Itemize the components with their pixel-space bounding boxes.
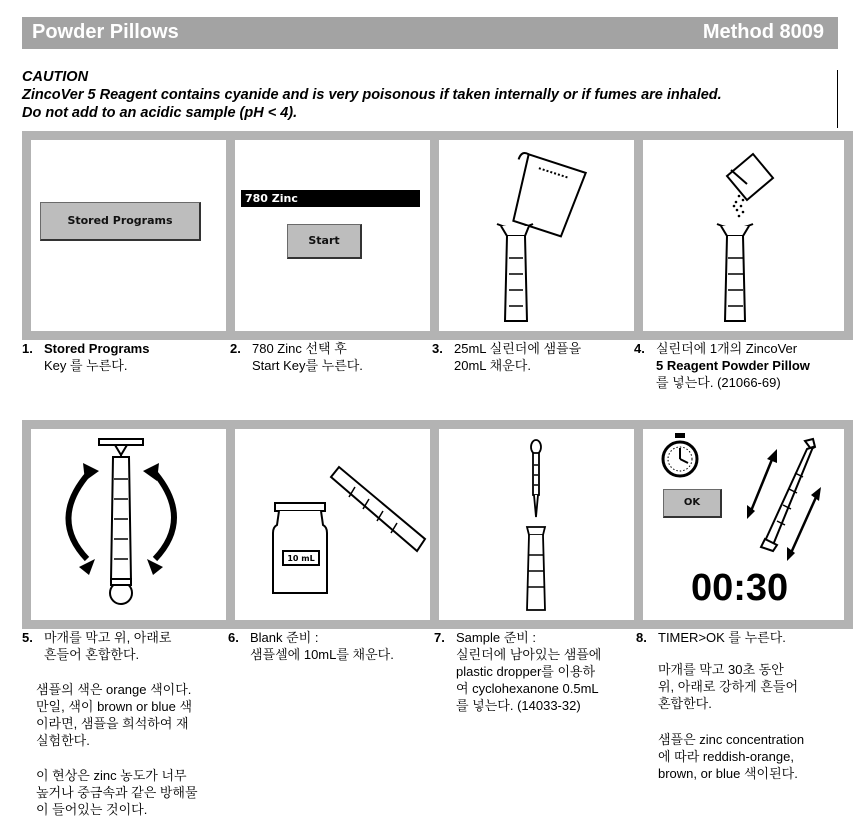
timer-display: 00:30	[691, 567, 789, 609]
cylinder-fill-illustration	[439, 140, 640, 331]
caution-line-2: Do not add to an acidic sample (pH < 4).	[22, 105, 298, 121]
step-4-number: 4.	[634, 341, 645, 356]
powder-pillow-illustration	[643, 140, 844, 331]
stopwatch-icon	[663, 433, 697, 476]
blank-sample-cell-illustration	[235, 429, 436, 620]
step-5-note-1-line-1: 샘플의 색은 orange 색이다.	[36, 682, 192, 697]
step-3	[432, 340, 632, 380]
caution-block	[22, 68, 842, 122]
panel-6	[226, 420, 445, 629]
step-8-note-2-line-3: brown, or blue 색이된다.	[658, 766, 798, 781]
panel-5	[22, 420, 241, 629]
step-3-line-2: 20mL 채운다.	[454, 358, 531, 373]
step-5	[22, 629, 228, 819]
step-2	[230, 340, 430, 380]
step-1-number: 1.	[22, 341, 33, 356]
step-4-line-1: 실린더에 1개의 ZincoVer	[656, 341, 798, 356]
step-8-number: 8.	[636, 630, 647, 645]
step-5-note-1-line-3: 이라면, 샘플을 희석하여 재	[36, 716, 189, 731]
header-title: Powder Pillows	[32, 21, 179, 43]
panel-7	[430, 420, 649, 629]
step-2-line-2: Start Key를 누른다.	[252, 358, 363, 373]
panel-2	[226, 131, 445, 340]
step-7-line-1: Sample 준비 :	[456, 630, 537, 645]
header-bar	[22, 17, 838, 49]
step-5-note-2-line-2: 높거나 중금속과 같은 방해물	[36, 785, 198, 800]
dropper-cylinder-illustration	[439, 429, 640, 620]
step-8-note-1-line-3: 혼합한다.	[658, 696, 712, 711]
step-8-note-2-line-1: 샘플은 zinc concentration	[658, 732, 805, 747]
shake-cylinder-illustration	[31, 429, 232, 620]
step-5-note-2-line-3: 이 들어있는 것이다.	[36, 802, 148, 817]
stored-programs-button: Stored Programs	[40, 202, 201, 241]
panel-8	[634, 420, 853, 629]
step-8	[636, 629, 846, 789]
method-number: Method 8009	[702, 21, 824, 43]
step-5-note-1-line-4: 실험한다.	[36, 733, 90, 748]
caution-line-1: ZincoVer 5 Reagent contains cyanide and is very poisonous if taken internally or if fumes are inhaled.	[22, 87, 722, 103]
step-7	[434, 629, 634, 719]
step-2-line-1: 780 Zinc 선택 후	[252, 341, 347, 356]
step-8-note-1-line-1: 마개를 막고 30초 동안	[658, 662, 784, 677]
step-5-line-1: 마개를 막고 위, 아래로	[44, 630, 172, 645]
step-1-line-1: Stored Programs	[44, 341, 150, 356]
step-6	[228, 629, 432, 669]
step-3-line-1: 25mL 실린더에 샘플을	[454, 341, 582, 356]
step-5-number: 5.	[22, 630, 33, 645]
margin-rule	[837, 70, 838, 128]
step-6-number: 6.	[228, 630, 239, 645]
step-7-line-4: 여 cyclohexanone 0.5mL	[456, 681, 599, 696]
step-2-number: 2.	[230, 341, 241, 356]
step-4-line-2: 5 Reagent Powder Pillow	[656, 358, 810, 373]
caution-heading: CAUTION	[22, 69, 89, 85]
ok-button: OK	[663, 489, 722, 518]
step-3-number: 3.	[432, 341, 443, 356]
step-5-line-2: 흔들어 혼합한다.	[44, 647, 140, 662]
panel-1	[22, 131, 241, 340]
step-4	[634, 340, 840, 396]
step-7-line-5: 를 넣는다. (14033-32)	[456, 698, 581, 713]
step-7-line-2: 실린더에 남아있는 샘플에	[456, 647, 602, 662]
program-bar: 780 Zinc	[241, 190, 420, 207]
step-1-line-2: Key 를 누른다.	[44, 358, 128, 373]
step-8-note-1-line-2: 위, 아래로 강하게 흔들어	[658, 679, 799, 694]
panel-3	[430, 131, 649, 340]
step-6-line-2: 샘플셀에 10mL를 채운다.	[250, 647, 394, 662]
panel-4	[634, 131, 853, 340]
step-5-note-2-line-1: 이 현상은 zinc 농도가 너무	[36, 768, 187, 783]
step-7-number: 7.	[434, 630, 445, 645]
step-8-line-1: TIMER>OK 를 누른다.	[658, 630, 786, 645]
step-7-line-3: plastic dropper를 이용하	[456, 664, 596, 679]
step-1	[22, 340, 222, 380]
step-5-note-1-line-2: 만일, 색이 brown or blue 색	[36, 699, 193, 714]
step-8-note-2-line-2: 에 따라 reddish-orange,	[658, 749, 794, 764]
step-6-line-1: Blank 준비 :	[250, 630, 319, 645]
bottle-label: 10 mL	[287, 554, 315, 563]
start-button: Start	[287, 224, 362, 259]
step-4-line-3: 를 넣는다. (21066-69)	[656, 375, 781, 390]
